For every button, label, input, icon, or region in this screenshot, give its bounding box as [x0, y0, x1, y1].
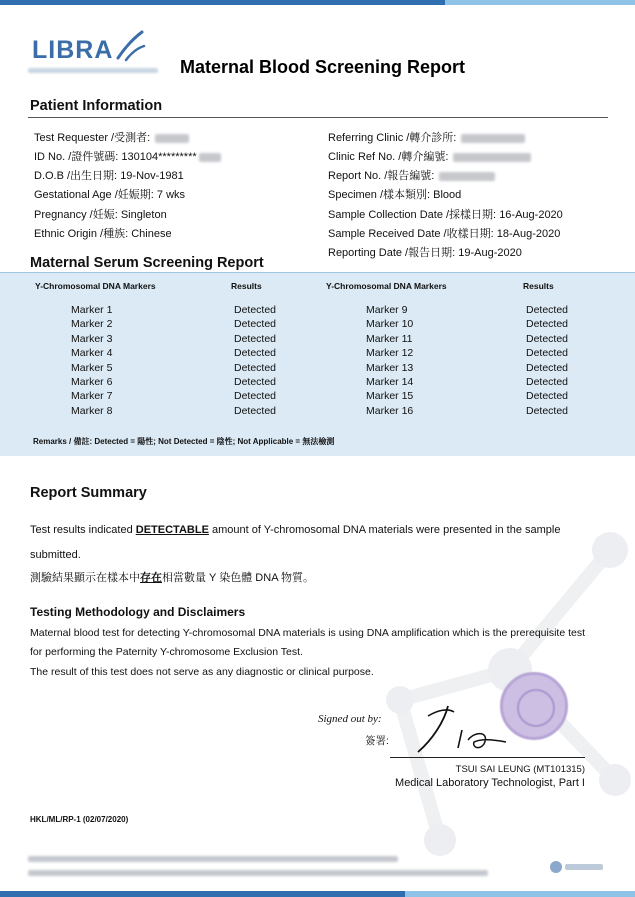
field-label: Test Requester /受測者: — [34, 132, 151, 144]
marker-result: Detected — [234, 318, 277, 331]
specimen-field — [328, 186, 461, 202]
dob-field — [34, 167, 184, 183]
field-label: Ethnic Origin /種族: — [34, 228, 129, 240]
marker-result: Detected — [234, 376, 277, 388]
methodology-line: Maternal blood test for detecting Y-chromosomal DNA materials is using DNA amplification which is the prerequisite test — [30, 627, 586, 639]
summary-cn-text: 相當數量 Y 染色體 DNA 物質。 — [162, 572, 314, 584]
footer-address-blurred — [28, 856, 398, 862]
signature-line — [390, 757, 585, 758]
logo-wordmark: LIBRA — [32, 36, 114, 64]
reporting-date-field — [328, 244, 522, 260]
field-value: 130104********* — [121, 151, 197, 163]
report-summary-heading: Report Summary — [30, 485, 147, 501]
marker-name: Marker 13 — [366, 361, 414, 374]
methodology-line: The result of this test does not serve as any diagnostic or clinical purpose. — [30, 666, 374, 678]
marker-result: Detected — [234, 347, 277, 360]
sample-collection-date-field — [328, 206, 563, 222]
footer-logo-icon — [548, 858, 608, 876]
redacted-value — [155, 134, 189, 143]
logo-subtitle-blurred — [28, 68, 158, 73]
ethnic-origin-field — [34, 225, 172, 241]
patient-info-divider — [28, 117, 608, 118]
summary-line-2: submitted. — [30, 549, 81, 561]
report-title: Maternal Blood Screening Report — [180, 57, 466, 77]
field-value: Chinese — [131, 228, 172, 240]
form-code: HKL/ML/RP-1 (02/07/2020) — [30, 815, 129, 824]
signer-name: TSUI SAI LEUNG (MT101315) — [455, 764, 585, 775]
field-label: Sample Collection Date /採樣日期: — [328, 209, 497, 221]
top-accent-bar-light — [445, 0, 635, 5]
marker-result: Detected — [526, 332, 569, 345]
id-no-field — [34, 148, 221, 164]
marker-name: Marker 9 — [366, 304, 408, 316]
field-label: ID No. /證件號碼: — [34, 151, 119, 163]
libra-logo — [28, 28, 163, 83]
redacted-value — [461, 134, 525, 143]
column-header-markers-right: Y-Chromosomal DNA Markers — [326, 281, 447, 291]
field-value: 16-Aug-2020 — [499, 209, 563, 221]
field-label: Gestational Age /妊娠期: — [34, 189, 154, 201]
methodology-line: for performing the Paternity Y-chromosome Exclusion Test. — [30, 646, 303, 658]
marker-result: Detected — [234, 304, 277, 316]
detectable-emphasis: DETECTABLE — [135, 524, 209, 536]
field-value: Blood — [433, 189, 462, 201]
signed-out-by-label: Signed out by: — [318, 713, 382, 725]
referring-clinic-field — [328, 129, 525, 145]
remarks-legend: Remarks / 備註: Detected = 陽性; Not Detected = 陰性; Not Applicable = 無法檢測 — [33, 437, 335, 446]
marker-name: Marker 15 — [366, 390, 414, 403]
field-label: Reporting Date /報告日期: — [328, 247, 456, 259]
marker-name: Marker 8 — [71, 404, 113, 417]
field-label: Clinic Ref No. /轉介編號: — [328, 151, 449, 163]
marker-name: Marker 7 — [71, 390, 113, 403]
marker-name: Marker 16 — [366, 404, 414, 417]
clinic-ref-field — [328, 148, 531, 164]
bottom-accent-bar — [0, 891, 635, 897]
report-no-field — [328, 167, 495, 183]
screening-heading: Maternal Serum Screening Report — [30, 255, 264, 271]
signer-title: Medical Laboratory Technologist, Part I — [395, 777, 585, 789]
marker-name: Marker 4 — [71, 347, 113, 360]
redacted-value — [439, 172, 495, 181]
marker-result: Detected — [526, 347, 569, 360]
summary-cn-text: 測驗結果顯示在樣本中 — [30, 572, 140, 584]
bottom-accent-bar-light — [405, 891, 635, 897]
summary-cn-emphasis: 存在 — [140, 572, 162, 584]
field-label: Referring Clinic /轉介診所: — [328, 132, 457, 144]
field-value: Singleton — [120, 209, 167, 221]
marker-name: Marker 5 — [71, 361, 113, 374]
summary-text: Test results indicated — [30, 524, 136, 536]
gestational-age-field — [34, 186, 185, 202]
marker-result: Detected — [234, 404, 277, 417]
field-value: 18-Aug-2020 — [496, 228, 561, 240]
marker-name: Marker 10 — [366, 318, 414, 331]
field-label: Pregnancy /妊娠: — [34, 209, 118, 221]
column-header-markers-left: Y-Chromosomal DNA Markers — [35, 281, 156, 291]
marker-name: Marker 14 — [366, 376, 414, 388]
field-label: D.O.B /出生日期: — [34, 170, 118, 182]
marker-result: Detected — [526, 361, 569, 374]
marker-name: Marker 11 — [366, 332, 413, 345]
redacted-value — [453, 153, 531, 162]
column-header-results-left: Results — [231, 281, 262, 291]
logo-swoosh-icon — [112, 28, 148, 64]
handwritten-signature — [410, 700, 520, 760]
marker-result: Detected — [234, 361, 277, 374]
marker-result: Detected — [526, 376, 569, 388]
marker-name: Marker 12 — [366, 347, 414, 360]
signature-cn-label: 簽署: — [365, 735, 389, 747]
redacted-value — [199, 153, 221, 162]
marker-name: Marker 2 — [71, 318, 113, 331]
marker-result: Detected — [526, 390, 569, 403]
field-value: 7 wks — [156, 189, 186, 201]
marker-name: Marker 3 — [71, 332, 113, 345]
marker-result: Detected — [526, 318, 569, 331]
marker-result: Detected — [234, 390, 277, 403]
marker-name: Marker 1 — [71, 304, 113, 316]
methodology-heading: Testing Methodology and Disclaimers — [30, 605, 246, 619]
field-label: Sample Received Date /收樣日期: — [328, 228, 494, 240]
sample-received-date-field — [328, 225, 560, 241]
summary-chinese-line — [30, 569, 314, 585]
marker-name: Marker 6 — [71, 376, 113, 388]
seal-inner-ring — [517, 689, 555, 727]
test-requester-field — [34, 129, 189, 145]
pregnancy-field — [34, 206, 167, 222]
top-accent-bar — [0, 0, 635, 5]
marker-result: Detected — [526, 304, 569, 316]
footer-contact-blurred — [28, 870, 488, 876]
column-header-results-right: Results — [523, 281, 554, 291]
patient-info-heading: Patient Information — [30, 98, 163, 114]
field-value: 19-Aug-2020 — [458, 247, 522, 259]
marker-result: Detected — [234, 332, 277, 345]
field-value: 19-Nov-1981 — [120, 170, 184, 182]
summary-line-1 — [30, 524, 560, 536]
field-label: Specimen /樣本類別: — [328, 189, 431, 201]
marker-result: Detected — [526, 404, 569, 417]
field-label: Report No. /報告編號: — [328, 170, 435, 182]
summary-text: amount of Y-chromosomal DNA materials were presented in the sample — [208, 524, 561, 536]
